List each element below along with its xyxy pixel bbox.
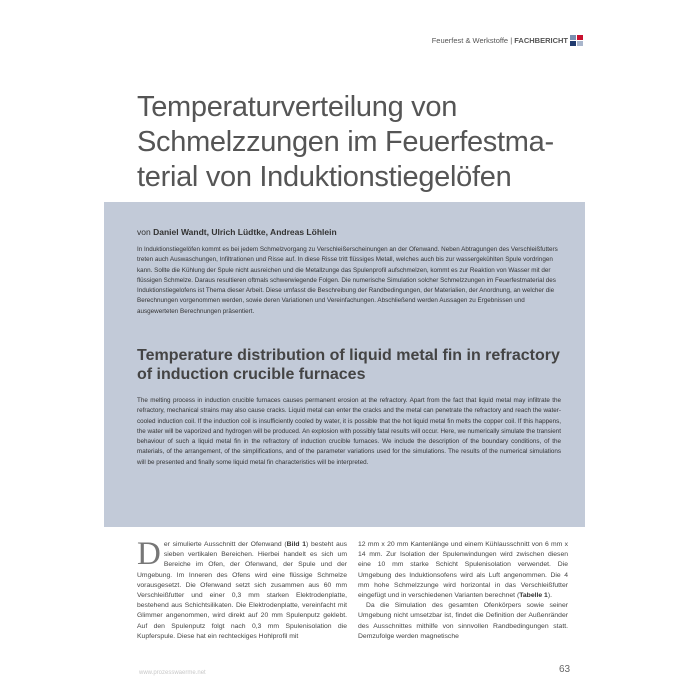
- figure-reference: Bild 1: [286, 541, 307, 548]
- abstract-german: In Induktionstiegelöfen kommt es bei jedem Schmelzvorgang zu Verschleißerscheinungen an der Ofenwand. Neben Abtragungen des Verschleißfutters treten auch Auswaschungen, Infiltrationen und Risse auf. In diese Risse tritt flüssiges Metall, welches auch bis zur wassergekühlten Spule vordringen kann. Sollte die Kühlung der Spule nicht ausreichen und die Metallzunge das Spulenprofil aufschmelzen, kommt es zur Reaktion von Wasser mit der flüssigen Schmelze. Daraus resultieren oftmals schwerwiegende Folgen. Die numerische Simulation solcher Schmelzzungen im Feuerfestmaterial des Induktionstiegelofens ist Thema dieser Arbeit. Diese umfasst die Beschreibung der Randbedingungen, der Materialien, der Anordnung, an welcher die Berechnungen vorgenommen werden, sowie deren Variationen und Vereinfachungen. Abschließend werden Aussagen zu Ergebnissen und ausgewerteten Berechnungen präsentiert.: [137, 246, 558, 315]
- body-paragraph: [137, 536, 348, 642]
- article-title: Temperaturverteilung von Schmelzzungen im Feuerfestma- terial von Induktionstiegelöfen: [137, 91, 554, 193]
- author-line: [137, 227, 337, 237]
- page-number: 63: [559, 664, 571, 675]
- body-text: er simulierte Ausschnitt der Ofenwand (: [163, 541, 287, 548]
- header-category: FACHBERICHT: [514, 36, 568, 45]
- english-title: Temperature distribution of liquid metal fin in refractory of induction crucible furnaces: [137, 347, 560, 383]
- body-paragraph: [358, 601, 568, 642]
- body-paragraph: [358, 540, 568, 601]
- body-text: 12 mm x 20 mm Kantenlänge und einem Kühlausschnitt von 6 mm x 14 mm. Zur Isolation der Spulenwindungen wird zwischen diesen eine 10 mm starke Schicht Spulenisolation verwendet. Die Umgebung des Induktionsofens wird als Luft angenommen. Die 4 mm hohe Schmelzzunge wird horizontal in das Verschleißfutter eingefügt und in verschiedenen Varianten berechnet (: [358, 541, 568, 600]
- body-column-1: [137, 536, 348, 642]
- header-separator: |: [510, 36, 513, 45]
- journal-logo-icon: [570, 35, 583, 46]
- logo-square-2: [577, 35, 583, 40]
- table-reference: Tabelle 1: [519, 592, 548, 600]
- running-header: [432, 36, 568, 45]
- body-text: Da die Simulation des gesamten Ofenkörpers sowie seiner Umgebung nicht umsetzbar ist, findet die Definition der Außenränder des Ausschnittes mithilfe von sinnvollen Randbedingungen statt. Demzufolge werden magnetische: [358, 602, 568, 640]
- drop-cap: D: [137, 536, 161, 572]
- body-text: ) besteht aus sieben vertikalen Bereichen. Hierbei handelt es sich um Bereiche im Ofen, der Ofenwand, der Spule und der Umgebung. Im Inneren des Ofens wird eine flüssige Schmelze vorausgesetzt. Die Ofenwand setzt sich zusammen aus 60 mm Verschleißfutter und einer 0,3 mm starken Elektrodenplatte, bestehend aus Schichtsilikaten. Die Elektrodenplatte, vereinfacht mit Glimmer angenommen, wird direkt auf 20 mm Spulenputz geklebt. Auf den Spulenputz folgt nach 0,3 mm Spulenisolation die Kupferspule. Diese hat ein rechteckiges Hohlprofil mit: [137, 541, 348, 640]
- author-prefix: von: [137, 227, 151, 237]
- body-text: ).: [547, 592, 552, 600]
- logo-square-4: [577, 41, 583, 46]
- logo-square-3: [570, 41, 576, 46]
- logo-square-1: [570, 35, 576, 40]
- header-section: Feuerfest & Werkstoffe: [431, 36, 509, 45]
- author-names: Daniel Wandt, Ulrich Lüdtke, Andreas Löhlein: [153, 227, 337, 237]
- abstract-english: The melting process in induction crucible furnaces causes permanent erosion at the refractory. Apart from the fact that liquid metal may infiltrate the refractory, mechanical strains may also cause cracks. Liquid metal can enter the cracks and the metal can penetrate the refractory and reach the water-cooled induction coil. If the induction coil is insufficiently cooled by water, it is possible that the hot liquid metal fin melts the copper coil. If this happens, the water will be vaporized and hydrogen will be produced. An explosion with possibly fatal results will occur. Here, we numerically simulate the transient behaviour of such a liquid metal fin in the refractory of induction crucible furnaces. We include the description of the boundary conditions, of the materials, of the arrangement, of the simplifications, and of the parameter variations used for the simulations. The results of the numerical simulations will be presented and finally some liquid metal fin characteristics will be interpreted.: [137, 397, 561, 466]
- body-column-2: [358, 540, 568, 642]
- footer-url: www.prozesswaerme.net: [139, 670, 206, 676]
